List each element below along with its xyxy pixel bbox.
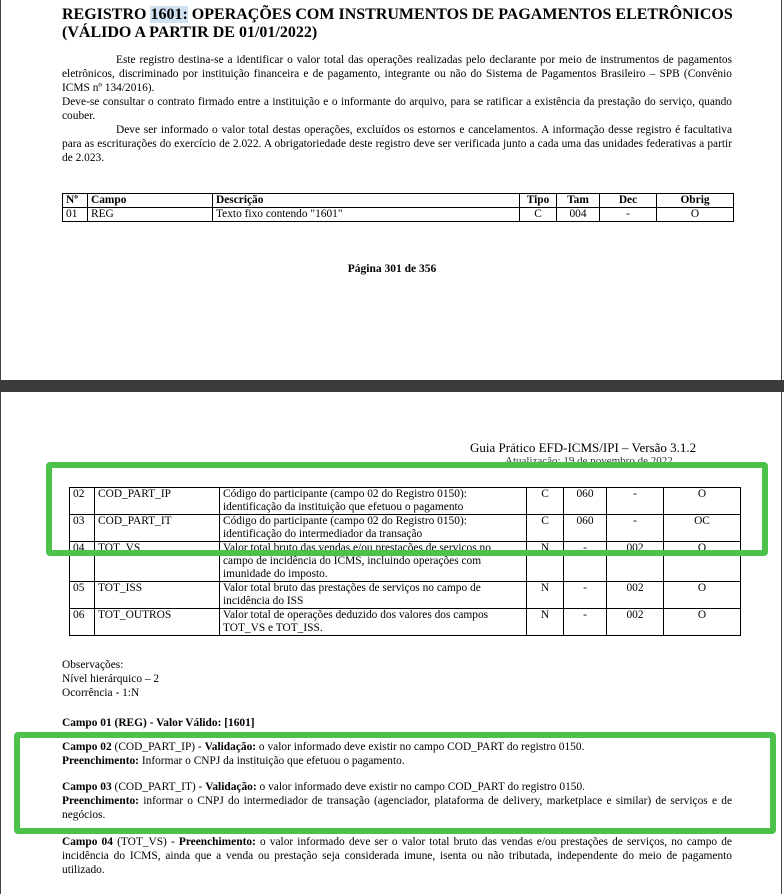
- cell-tipo: C: [520, 208, 557, 222]
- cell-tipo: C: [527, 515, 564, 542]
- header-tam: Tam: [557, 194, 600, 208]
- highlight-box-campos: [14, 732, 776, 834]
- obs-level: Nível hierárquico – 2: [62, 673, 160, 685]
- page-separator: [0, 380, 784, 392]
- campo-03-fill-label: Preenchimento:: [62, 795, 139, 807]
- campo-04-fill: o valor informado deve ser o valor total bruto das vendas e/ou prestações de serviços, no campo de incidência do ICMS, ainda que a venda ou prestação seja considerada imune, isenta ou não tributada, independente do meio de pagamento utilizado.: [62, 836, 732, 876]
- title-prefix: REGISTRO: [62, 6, 151, 23]
- cell-dec: 002: [607, 582, 664, 609]
- campo-02-head: Campo 02: [62, 741, 112, 753]
- campo-02-val: o valor informado deve existir no campo COD_PART do registro 0150.: [256, 741, 585, 753]
- header-obrig: Obrig: [657, 194, 734, 208]
- campo-02-fill: Informar o CNPJ da instituição que efetuou o pagamento.: [138, 755, 405, 767]
- intro-paragraph-2: Deve-se consultar o contrato firmado entre a instituição e o informante do arquivo, para se ratificar a existência da prestação do serviço, quando couber.: [62, 96, 732, 122]
- campo-02-fill-label: Preenchimento:: [62, 755, 139, 767]
- cell-dec: -: [607, 515, 664, 542]
- cell-no: 05: [70, 582, 95, 609]
- cell-descricao: Valor total de operações deduzido dos valores dos campos TOT_VS e TOT_ISS.: [220, 609, 527, 636]
- cell-tam: -: [564, 582, 607, 609]
- header-no: Nº: [63, 194, 88, 208]
- campo-04-name: (TOT_VS) -: [112, 836, 179, 848]
- cell-no: 01: [63, 208, 88, 222]
- cell-campo: TOT_ISS: [95, 582, 220, 609]
- cell-tipo: C: [527, 488, 564, 515]
- cell-tam: 004: [557, 208, 600, 222]
- cell-no: 04: [70, 542, 95, 582]
- cell-no: 03: [70, 515, 95, 542]
- campo-03-name: (COD_PART_IT) -: [111, 781, 206, 793]
- table-row: [70, 582, 741, 609]
- cell-tam: -: [564, 542, 607, 582]
- title-line2: (VÁLIDO A PARTIR DE 01/01/2022): [62, 24, 318, 41]
- observations: [62, 658, 159, 700]
- cell-obrig: O: [664, 582, 741, 609]
- cell-tam: 060: [564, 515, 607, 542]
- cell-dec: 002: [607, 609, 664, 636]
- campo-03-val-label: Validação:: [205, 781, 257, 793]
- header-descricao: Descrição: [213, 194, 520, 208]
- cell-dec: -: [607, 488, 664, 515]
- table-row: [63, 208, 734, 222]
- campo-04: [62, 835, 732, 877]
- cell-no: 06: [70, 609, 95, 636]
- cell-tam: -: [564, 609, 607, 636]
- cell-campo: COD_PART_IT: [95, 515, 220, 542]
- cell-tipo: N: [527, 542, 564, 582]
- cell-descricao: Texto fixo contendo "1601": [213, 208, 520, 222]
- cell-dec: 002: [607, 542, 664, 582]
- table-header-row: [63, 194, 734, 208]
- cell-campo: COD_PART_IP: [95, 488, 220, 515]
- cell-tam: 060: [564, 488, 607, 515]
- cell-obrig: O: [664, 488, 741, 515]
- guide-subtitle: Atualização: 19 de novembro de 2022: [505, 455, 673, 467]
- title-rest: OPERAÇÕES COM INSTRUMENTOS DE PAGAMENTOS ELETRÔNICOS: [187, 6, 733, 23]
- cell-obrig: O: [664, 542, 741, 582]
- title-highlight: 1601:: [150, 6, 188, 23]
- header-campo: Campo: [88, 194, 213, 208]
- cell-descricao: Código do participante (campo 02 do Registro 0150): identificação da instituição que efetuou o pagamento: [220, 488, 527, 515]
- cell-descricao: Valor total bruto das prestações de serviços no campo de incidência do ISS: [220, 582, 527, 609]
- page-number: Página 301 de 356: [347, 263, 437, 275]
- intro-paragraph-1: Este registro destina-se a identificar o valor total das operações realizadas pelo declarante por meio de instrumentos de pagamentos eletrônicos, discriminado por instituição financeira e de pagamento, integrante ou não do Sistema de Pagamentos Brasileiro – SPB (Convênio ICMS nº 134/2016).: [62, 54, 732, 94]
- cell-obrig: OC: [664, 515, 741, 542]
- highlight-box-table: [46, 462, 768, 556]
- cell-campo: TOT_OUTROS: [95, 609, 220, 636]
- campo-01: Campo 01 (REG) - Valor Válido: [1601]: [62, 717, 255, 729]
- register-table-top: [62, 193, 734, 222]
- cell-tipo: N: [527, 609, 564, 636]
- page-title: [62, 6, 742, 42]
- campo-03-head: Campo 03: [62, 781, 112, 793]
- campo-02-val-label: Validação:: [204, 741, 257, 753]
- campo-03-fill: informar o CNPJ do intermediador de transação (agenciador, plataforma de delivery, marketplace e similar) de serviços e de negócios.: [62, 795, 732, 821]
- cell-dec: -: [600, 208, 657, 222]
- guide-title: Guia Prático EFD-ICMS/IPI – Versão 3.1.2: [470, 440, 697, 455]
- cell-obrig: O: [664, 609, 741, 636]
- cell-campo: REG: [88, 208, 213, 222]
- obs-title: Observações:: [62, 659, 124, 671]
- cell-no: 02: [70, 488, 95, 515]
- cell-descricao: Valor total bruto das vendas e/ou prestações de serviços no campo de incidência do ICMS, incluindo operações com imunidade do imposto.: [220, 542, 527, 582]
- cell-campo: TOT_VS: [95, 542, 220, 582]
- obs-occurrence: Ocorrência - 1:N: [62, 687, 140, 699]
- header-tipo: Tipo: [520, 194, 557, 208]
- campo-02-name: (COD_PART_IP) -: [111, 741, 205, 753]
- campo-04-fill-label: Preenchimento:: [178, 836, 256, 848]
- table-row: [70, 609, 741, 636]
- cell-tipo: N: [527, 582, 564, 609]
- cell-obrig: O: [657, 208, 734, 222]
- campo-03-val: o valor informado deve existir no campo COD_PART do registro 0150.: [256, 781, 586, 793]
- cell-descricao: Código do participante (campo 02 do Registro 0150): identificação do intermediador da transação: [220, 515, 527, 542]
- header-dec: Dec: [600, 194, 657, 208]
- intro-paragraph-3: Deve ser informado o valor total destas operações, excluídos os estornos e cancelamentos. A informação desse registro é facultativa para as escriturações do exercício de 2.022. A obrigatoriedade deste registro deve ser verificada junto a cada uma das unidades federativas a partir de 2.023.: [62, 124, 732, 164]
- campo-04-head: Campo 04: [62, 836, 113, 848]
